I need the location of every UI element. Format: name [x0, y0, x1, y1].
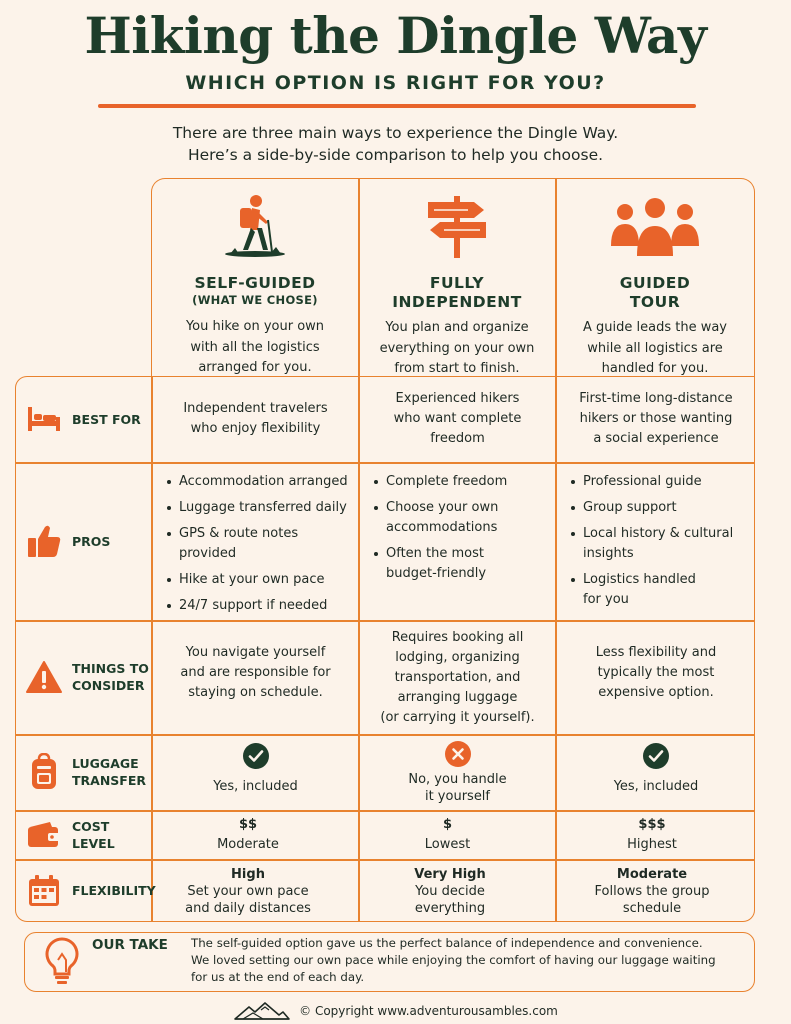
row-label-text [66, 755, 146, 789]
row-label-text [66, 660, 149, 694]
cell-line: transportation, and [394, 670, 521, 685]
cell-consider-independent [360, 622, 555, 734]
row-label-things-to-consider [22, 620, 150, 734]
row-label-best-for [22, 376, 150, 462]
row-label-line: COST [72, 818, 110, 834]
cell-line: You decide [415, 883, 485, 899]
list-item: Luggage transferred daily [165, 498, 358, 518]
flexibility-level: High [231, 866, 265, 882]
mountain-logo-icon [233, 1001, 291, 1021]
hiker-icon [157, 188, 353, 258]
cell-line: You navigate yourself [185, 645, 326, 660]
cost-symbol: $$ [238, 817, 258, 832]
pros-list [360, 472, 507, 590]
cell-line: Independent travelers [183, 401, 328, 416]
cross-icon [445, 741, 471, 767]
list-item [569, 472, 733, 492]
pros-list [153, 472, 358, 622]
check-icon [243, 743, 269, 769]
description-line: arranged for you. [198, 360, 312, 375]
cost-level: Lowest [424, 837, 471, 852]
column-name-line: FULLY [429, 274, 485, 292]
cell-consider-self-guided [153, 620, 358, 726]
wallet-icon [22, 821, 66, 849]
list-item: Accommodation arranged [165, 472, 358, 492]
list-item-line: for you [583, 592, 629, 607]
signpost-icon [359, 188, 555, 258]
calendar-icon [22, 874, 66, 908]
row-label-line: THINGS TO [72, 661, 149, 676]
column-description [359, 318, 555, 380]
page-title: Hiking the Dingle Way [84, 6, 707, 65]
list-item [372, 472, 507, 492]
cell-line: Follows the group [594, 883, 710, 899]
list-item: Hike at your own pace [165, 570, 358, 590]
cell-line: typically the most [597, 665, 715, 680]
cell-line: everything [414, 900, 486, 916]
description-line: everything on your own [379, 340, 535, 356]
column-name-line: INDEPENDENT [392, 293, 522, 311]
cell-luggage-guided [557, 740, 755, 800]
list-item [372, 498, 507, 538]
intro-line: Here’s a side-by-side comparison to help you choose. [187, 146, 604, 164]
bed-icon [22, 405, 66, 433]
cell-pros-independent [360, 472, 555, 612]
cell-line: it yourself [424, 789, 491, 804]
cell-flexibility-self-guided [153, 862, 343, 920]
description-line: handled for you. [601, 361, 709, 376]
cell-line: lodging, organizing [395, 650, 520, 665]
description-line: with all the logistics [190, 339, 320, 355]
cell-line: (or carrying it yourself). [380, 710, 535, 725]
row-label-luggage-transfer [22, 734, 150, 810]
list-item-line: Logistics handled [583, 572, 696, 587]
description-line: You hike on your own [185, 319, 325, 334]
cell-line: who enjoy flexibility [190, 421, 321, 436]
row-label-text: BEST FOR [72, 411, 141, 427]
page-subtitle: WHICH OPTION IS RIGHT FOR YOU? [185, 72, 606, 94]
cell-flexibility-independent [360, 862, 540, 920]
list-item-line: Complete freedom [386, 474, 508, 489]
cell-line: freedom [430, 431, 485, 446]
cell-line: First-time long-distance [579, 391, 733, 406]
row-label-cost-level [22, 810, 150, 859]
footer [0, 1001, 791, 1021]
list-item [569, 570, 733, 610]
row-label-line: LEVEL [72, 835, 115, 851]
row-label-line: TRANSFER [72, 773, 146, 788]
flexibility-level: Moderate [616, 866, 688, 882]
cell-cost-guided [557, 812, 747, 858]
row-label-pros [22, 462, 150, 620]
cell-line: Less flexibility and [595, 645, 717, 660]
row-label-flexibility [22, 859, 156, 922]
cell-line: No, you handle [408, 772, 507, 787]
row-label-line: CONSIDER [72, 678, 145, 693]
cell-line: Experienced hikers [395, 391, 520, 406]
list-item [569, 524, 733, 564]
cell-flexibility-guided [557, 862, 747, 920]
cell-line: Yes, included [213, 779, 298, 794]
row-label-line: LUGGAGE [72, 756, 139, 771]
list-item-line: accommodations [386, 520, 498, 535]
our-take-line: The self-guided option gave us the perfect balance of independence and convenience. [191, 936, 703, 950]
column-self-guided [157, 188, 353, 379]
column-name [557, 274, 753, 312]
cell-best-for-guided [557, 376, 755, 462]
cell-line: schedule [622, 900, 682, 916]
check-icon [643, 743, 669, 769]
thumbs-up-icon [22, 523, 66, 559]
list-item [569, 498, 733, 518]
cell-line: Yes, included [613, 779, 699, 794]
list-item-line: Group support [583, 500, 677, 515]
description-line: while all logistics are [587, 340, 723, 356]
cell-line: arranging luggage [397, 690, 518, 705]
lightbulb-icon [42, 936, 82, 990]
intro-text [0, 122, 791, 166]
flexibility-level: Very High [414, 866, 486, 882]
cell-luggage-independent [360, 740, 555, 806]
intro-line: There are three main ways to experience the Dingle Way. [172, 124, 619, 142]
list-item-line: Choose your own [386, 500, 499, 515]
row-label-text: FLEXIBILITY [72, 883, 156, 898]
title-underline [98, 104, 696, 108]
copyright-text: © Copyright www.adventurousambles.com [299, 1004, 558, 1018]
row-label-text: PROS [72, 533, 111, 549]
cell-pros-guided [557, 472, 755, 620]
description-line: You plan and organize [385, 320, 529, 335]
cell-line: Requires booking all [391, 630, 524, 645]
our-take-label: OUR TAKE [92, 937, 168, 953]
column-description [557, 318, 753, 380]
cell-luggage-self-guided [153, 740, 358, 800]
list-item-line: Local history & cultural [583, 526, 734, 541]
column-name: SELF-GUIDED [194, 274, 316, 292]
column-description [157, 317, 353, 379]
cost-symbol: $$$ [638, 817, 666, 832]
list-item-line: Professional guide [583, 474, 702, 489]
list-item: 24/7 support if needed [165, 596, 358, 616]
cell-line: a social experience [593, 431, 719, 446]
column-name-line: TOUR [629, 293, 681, 311]
our-take-text [191, 935, 751, 986]
cell-line: Set your own pace [187, 883, 309, 899]
list-item: GPS & route notes provided [165, 524, 358, 564]
cell-line: staying on schedule. [188, 685, 323, 700]
cost-symbol: $ [442, 817, 453, 832]
cell-pros-self-guided [153, 472, 358, 612]
cell-line: and are responsible for [180, 665, 331, 680]
cost-level: Moderate [217, 837, 279, 852]
cell-cost-independent [360, 812, 535, 858]
list-item-line: Often the most [386, 546, 485, 561]
column-name [359, 274, 555, 312]
cell-cost-self-guided [153, 812, 343, 858]
cell-best-for-self-guided [153, 376, 358, 462]
cell-line: and daily distances [185, 900, 311, 916]
group-icon [557, 188, 753, 258]
backpack-icon [22, 753, 66, 791]
column-guided-tour [557, 188, 753, 380]
cell-best-for-independent [360, 376, 555, 462]
cell-line: hikers or those wanting [579, 411, 733, 426]
column-fully-independent [359, 188, 555, 380]
cell-line: who want complete [393, 411, 522, 426]
description-line: A guide leads the way [582, 320, 727, 335]
row-label-text [66, 818, 115, 852]
column-subname: (WHAT WE CHOSE) [192, 293, 318, 307]
cell-consider-guided [557, 620, 755, 726]
description-line: from start to finish. [394, 361, 520, 376]
our-take-line: for us at the end of each day. [191, 970, 365, 984]
pros-list [557, 472, 733, 616]
list-item [372, 544, 507, 584]
cost-level: Highest [627, 837, 677, 852]
list-item-line: insights [583, 546, 634, 561]
column-name-line: GUIDED [619, 274, 691, 292]
warning-icon [22, 660, 66, 694]
list-item-line: budget-friendly [386, 566, 487, 581]
our-take-line: We loved setting our own pace while enjoying the comfort of having our luggage waiting [191, 953, 716, 967]
cell-line: expensive option. [598, 685, 714, 700]
